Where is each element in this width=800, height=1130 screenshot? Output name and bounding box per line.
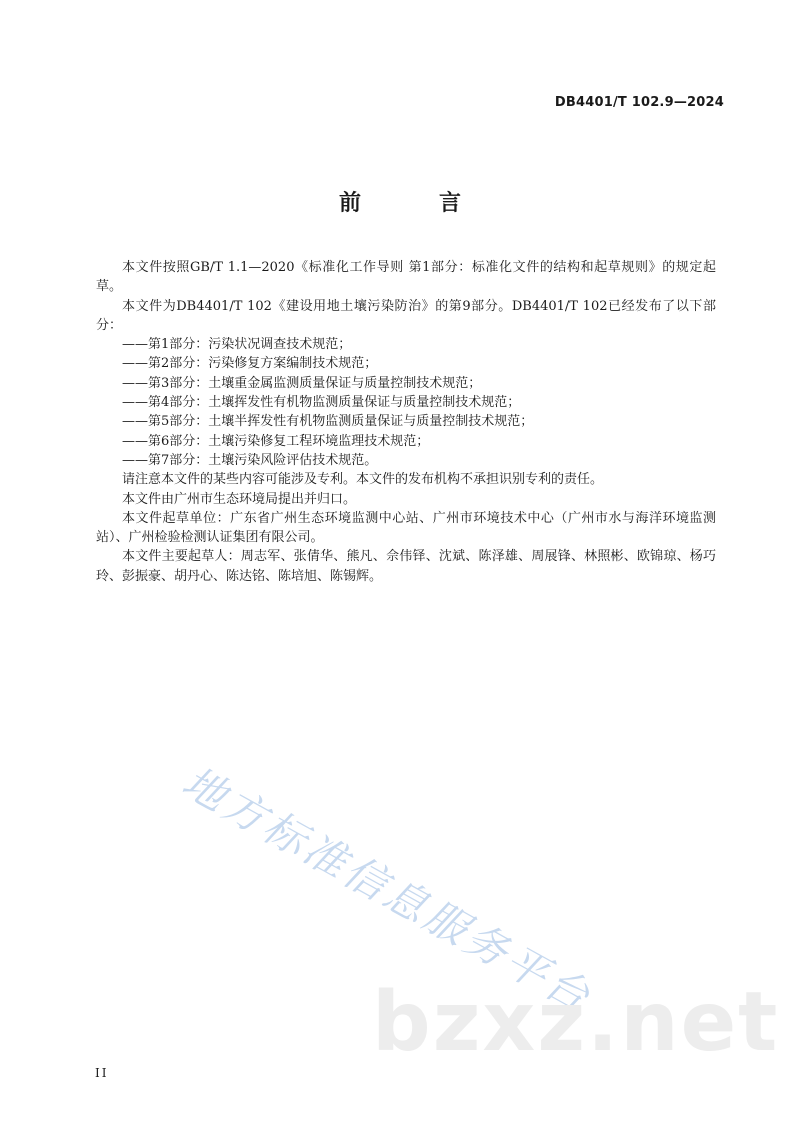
- list-item: ——第5部分：土壤半挥发性有机物监测质量保证与质量控制技术规范；: [122, 414, 534, 430]
- paragraph: 本文件由广州市生态环境局提出并归口。: [122, 491, 357, 507]
- page-number: II: [95, 1066, 109, 1080]
- page-title: 前 言: [338, 191, 489, 216]
- list-item: ——第1部分：污染状况调查技术规范；: [122, 337, 352, 353]
- list-item: ——第6部分：土壤污染修复工程环境监理技术规范；: [122, 433, 430, 449]
- paragraph: 本文件为DB4401/T 102《建设用地土壤污染防治》的第9部分。DB4401/T 102已经发布了以下部分：: [96, 298, 716, 333]
- document-code: DB4401/T 102.9—2024: [554, 95, 724, 110]
- paragraph: 请注意本文件的某些内容可能涉及专利。本文件的发布机构不承担识别专利的责任。: [122, 472, 604, 488]
- paragraph: 本文件按照GB/T 1.1—2020《标准化工作导则 第1部分：标准化文件的结构和起草规则》的规定起草。: [96, 260, 716, 295]
- foreword-body: [96, 258, 716, 586]
- paragraph: 本文件起草单位：广东省广州生态环境监测中心站、广州市环境技术中心（广州市水与海洋环境监测站）、广州检验检测认证集团有限公司。: [96, 510, 716, 546]
- list-item: ——第3部分：土壤重金属监测质量保证与质量控制技术规范；: [122, 375, 482, 391]
- list-item: ——第4部分：土壤挥发性有机物监测质量保证与质量控制技术规范；: [122, 395, 521, 411]
- list-item: ——第2部分：污染修复方案编制技术规范；: [122, 356, 378, 372]
- list-item: ——第7部分：土壤污染风险评估技术规范。: [122, 452, 378, 468]
- platform-watermark: 地方标准信息服务平台: [174, 756, 601, 1023]
- site-logo-watermark: bzxz.net: [372, 975, 780, 1070]
- paragraph: 本文件主要起草人：周志军、张倩华、熊凡、佘伟铎、沈斌、陈泽雄、周展锋、林照彬、欧锦琼、杨巧玲、彭振豪、胡丹心、陈达铭、陈培旭、陈锡辉。: [96, 549, 716, 584]
